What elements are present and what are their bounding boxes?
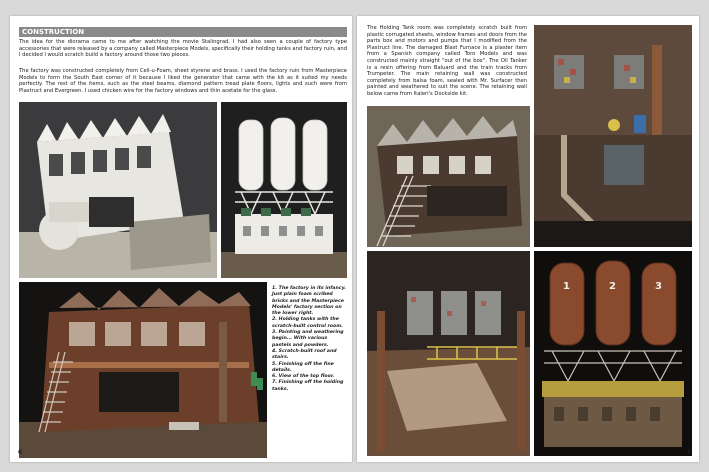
tank-number-1: 1: [563, 281, 570, 292]
caption-line: 3. Painting and weathering: [272, 330, 344, 336]
caption-line: the lower right.: [272, 311, 314, 317]
photo-rusted-tanks: [534, 251, 692, 456]
right-page: [357, 16, 699, 462]
photo-painted-factory: [19, 282, 267, 458]
caption-line: Models' factory section on: [272, 304, 342, 310]
caption-line: 6. View of the top floor.: [272, 374, 335, 380]
caption-line: pastels and powders.: [272, 342, 329, 348]
page-number-right: 7: [686, 449, 691, 456]
tank-number-3: 3: [655, 281, 662, 292]
caption-line: bricks and the Masterpiece: [272, 298, 344, 304]
caption-line: 1. The factory in its infancy.: [272, 286, 346, 291]
holding-tank-paragraph: The Holding Tank room was completely scratch built from plastic corrugated sheets, window frames and doors from the parts box and motors and pumps that I modified from the Plastruct line. The damaged Blast Furnace is a plaster item from a Spanish company called Toro Models and was constructed mainly straight "out of the box". The Oil Tanker is a resin offering from Baluard and the train tracks from Trumpeter. The main retaining wall was constructed completely from balsa foam, sealed with Mr. Surfacer then painted and weathered to suit the scene. The retaining wall below came from Italeri's Dockside kit.: [367, 25, 527, 97]
caption-line: 5. Finishing off the fine: [272, 361, 334, 367]
construction-paragraph: The factory was constructed completely from Cell-u-Foam, sheet styrene and brass. I used the factory ruin from Masterpiece Models to form the South East corner of it because I liked the generator that came with the kit as it suited my needs perfectly. The rest of the items, such as the steel beams, diamond pattern tread plate floors, lights and such were from Plastruct and Evergreen. I used chicken wire for the factory windows and thin acetate for the glass.: [19, 68, 347, 94]
caption-line: Just plain foam scribed: [272, 292, 333, 298]
photo-holding-tanks-white: [221, 102, 347, 278]
photo-weathered-interior: [534, 25, 692, 247]
section-title: CONSTRUCTION: [19, 27, 347, 37]
photo-top-floor: [367, 251, 530, 456]
photo-factory-infancy: [19, 102, 217, 278]
photo-roof-structure: [367, 106, 530, 247]
caption-line: scratch-built control room.: [272, 323, 343, 329]
caption-line: 4. Scratch-built roof and: [272, 348, 337, 354]
intro-paragraph: The idea for the diorama came to me after watching the movie Stalingrad. I had also seen a couple of factory type accessories that were released by a company called Masterpiece Models, specifically their holding tanks and factory ruin, and I decided I would scratch build a factory around those two pieces.: [19, 39, 347, 59]
caption-line: details.: [272, 367, 292, 373]
page-number-left: 6: [18, 449, 23, 456]
caption-line: stairs.: [272, 355, 289, 361]
left-page: [10, 16, 352, 462]
photo-captions: [272, 286, 352, 393]
tank-number-2: 2: [609, 281, 616, 292]
caption-line: 7. Finishing off the holding: [272, 380, 344, 386]
caption-line: tanks.: [272, 386, 289, 392]
caption-line: begin... With various: [272, 336, 328, 342]
caption-line: 2. Holding tanks with the: [272, 317, 339, 323]
